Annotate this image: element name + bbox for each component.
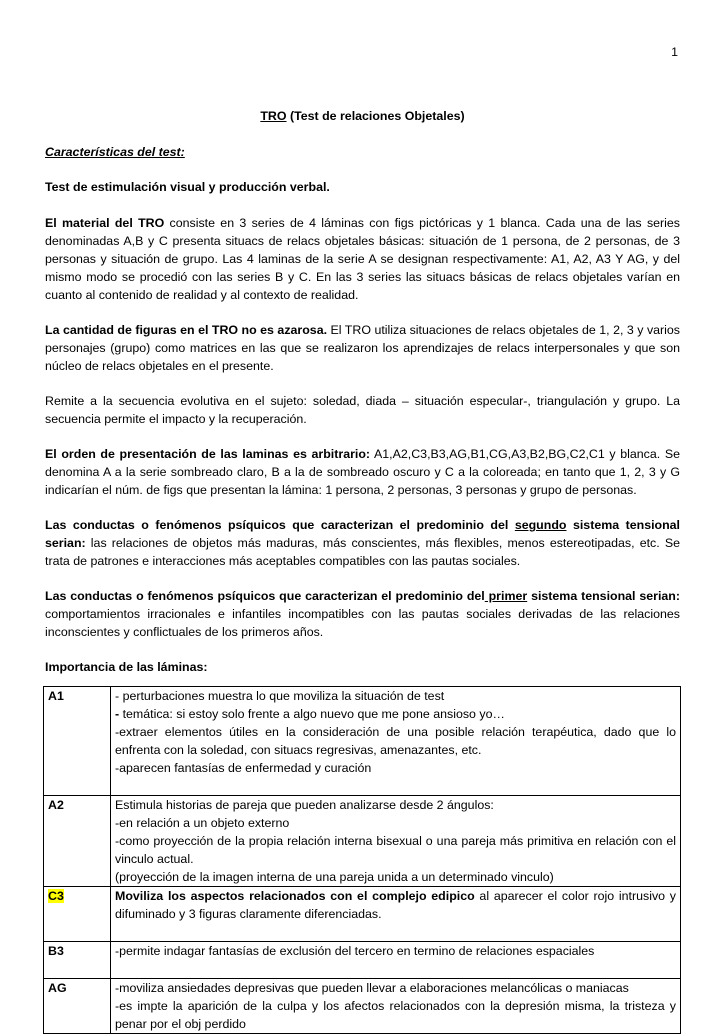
- a2-line-4: (proyección de la imagen interna de una pareja unida a un determinado vinculo): [115, 870, 554, 884]
- segundo-text: las relaciones de objetos más maduras, más conscientes, más flexibles, menos estereotipadas, etc. Se trata de patrones e interacciones más aceptables compatibles con las pautas sociales.: [45, 536, 680, 568]
- cantidad-text: El TRO utiliza situaciones de relacs objetales de 1, 2, 3 y varios personajes (grupo) como matrices en las que se realizaron los aprendizajes de relacs interpersonales y que son núcleo de relacs objetales en el presente.: [45, 323, 681, 373]
- row-key: A2: [44, 796, 111, 887]
- paragraph-remite: Remite a la secuencia evolutiva en el sujeto: soledad, diada – situación especular-, triangulación y grupo. La secuencia permite el impacto y la recuperación.: [45, 394, 680, 426]
- row-key: B3: [44, 942, 111, 979]
- orden-lead: El orden de presentación de las laminas es arbitrario:: [45, 447, 371, 461]
- paragraph-material: [45, 214, 680, 304]
- table-row: [44, 942, 681, 979]
- a2-line-3: -como proyección de la propia relación interna bisexual o una pareja más primitiva en relación con el vinculo actual.: [115, 834, 676, 866]
- paragraph-orden: [45, 445, 680, 499]
- paragraph-segundo: [45, 516, 680, 570]
- paragraph-cantidad: [45, 321, 680, 375]
- c3-lead: Moviliza los aspectos relacionados con el complejo edipico: [115, 889, 475, 903]
- material-text: consiste en 3 series de 4 láminas con figs pictóricas y 1 blanca. Cada una de las series denominadas A,B y C presenta situacs de relacs objetales básicas: situación de 1 persona, de 2 personas, de 3 personas y situación de grupo. Las 4 laminas de la serie A se designan respectivamente: A1, A2, A3 Y AG, y del mismo modo se procedió con las series B y C. En las 3 series las situacs básicas de relacs objetales varían en cuanto al contenido de realidad y al contexto de realidad.: [45, 216, 680, 302]
- page-number: 1: [671, 45, 678, 59]
- orden-text: A1,A2,C3,B3,AG,B1,CG,A3,B2,BG,C2,C1 y blanca. Se denomina A a la serie sombreado claro, B a la de sombreado oscuro y C a la coloreada; en tanto que 1, 2, 3 y G indicarían el núm. de figs que presentan la lámina: 1 persona, 2 personas, 3 personas y grupo de personas.: [45, 447, 680, 497]
- row-key: AG: [44, 979, 111, 1034]
- b3-line: -permite indagar fantasías de exclusión del tercero en termino de relaciones espaciales: [115, 944, 595, 958]
- table-row: [44, 796, 681, 887]
- spacer: [115, 960, 676, 978]
- primer-lead-a: Las conductas o fenómenos psíquicos que caracterizan el predominio del: [45, 589, 485, 603]
- document-body: [45, 107, 680, 1034]
- a2-line-1: Estimula historias de pareja que pueden analizarse desde 2 ángulos:: [115, 798, 494, 812]
- c3-line: [115, 887, 676, 923]
- paragraph-primer: [45, 587, 680, 641]
- a1-dash: -: [115, 707, 123, 721]
- segundo-lead-b: sistema tensional serian:: [45, 518, 681, 550]
- ag-line-1: -moviliza ansiedades depresivas que pueden llevar a elaboraciones melancólicas o maniacas: [115, 981, 629, 995]
- a1-line-1: - perturbaciones muestra lo que moviliza la situación de test: [115, 689, 445, 703]
- c3-text: al aparecer el color rojo intrusivo y difuminado y 3 figuras claramente diferenciadas.: [115, 889, 676, 921]
- spacer: [115, 777, 676, 795]
- importancia-heading: Importancia de las láminas:: [45, 660, 208, 674]
- a1-line-4: -aparecen fantasías de enfermedad y curación: [115, 761, 372, 775]
- a1-line-3: -extraer elementos útiles en la consideración de una posible relación terapéutica, dado que lo enfrenta con la soledad, con situacs regresivas, amenazantes, etc.: [115, 725, 676, 757]
- primer-lead-b: sistema tensional serian:: [527, 589, 680, 603]
- row-content: [111, 687, 681, 796]
- document-title: [45, 107, 680, 125]
- section-heading: Características del test:: [45, 145, 185, 159]
- laminas-table: [43, 686, 681, 1034]
- highlighted-key: C3: [48, 889, 64, 903]
- segundo-underlined: segundo: [514, 518, 567, 532]
- row-key: A1: [44, 687, 111, 796]
- table-row: [44, 887, 681, 942]
- cantidad-lead: La cantidad de figuras en el TRO no es azarosa.: [45, 323, 328, 337]
- a2-line-2: -en relación a un objeto externo: [115, 816, 290, 830]
- a1-line-2-text: temática: si estoy solo frente a algo nuevo que me pone ansioso yo…: [122, 707, 505, 721]
- material-lead: El material del TRO: [45, 216, 165, 230]
- spacer: [115, 923, 676, 941]
- row-content: [111, 796, 681, 887]
- row-content: [111, 942, 681, 979]
- row-content: [111, 979, 681, 1034]
- primer-text: comportamientos irracionales e infantiles incompatibles con las pautas sociales derivadas de las relaciones inconscientes y conflictuales de los primeros años.: [45, 607, 680, 639]
- primer-underlined: primer: [484, 589, 528, 603]
- row-key: [44, 887, 111, 942]
- paragraph-estimulo: [45, 178, 680, 196]
- row-content: [111, 887, 681, 942]
- segundo-lead-a: Las conductas o fenómenos psíquicos que caracterizan el predominio del: [45, 518, 515, 532]
- title-rest: (Test de relaciones Objetales): [286, 109, 465, 123]
- estimulo-text: Test de estimulación visual y producción verbal.: [45, 180, 330, 194]
- table-row: [44, 979, 681, 1034]
- table-row: [44, 687, 681, 796]
- a1-line-2: [115, 705, 676, 723]
- ag-line-2: -es impte la aparición de la culpa y los afectos relacionados con la depresión misma, la tristeza y penar por el obj perdido: [115, 999, 676, 1031]
- title-abbr: TRO: [260, 109, 287, 123]
